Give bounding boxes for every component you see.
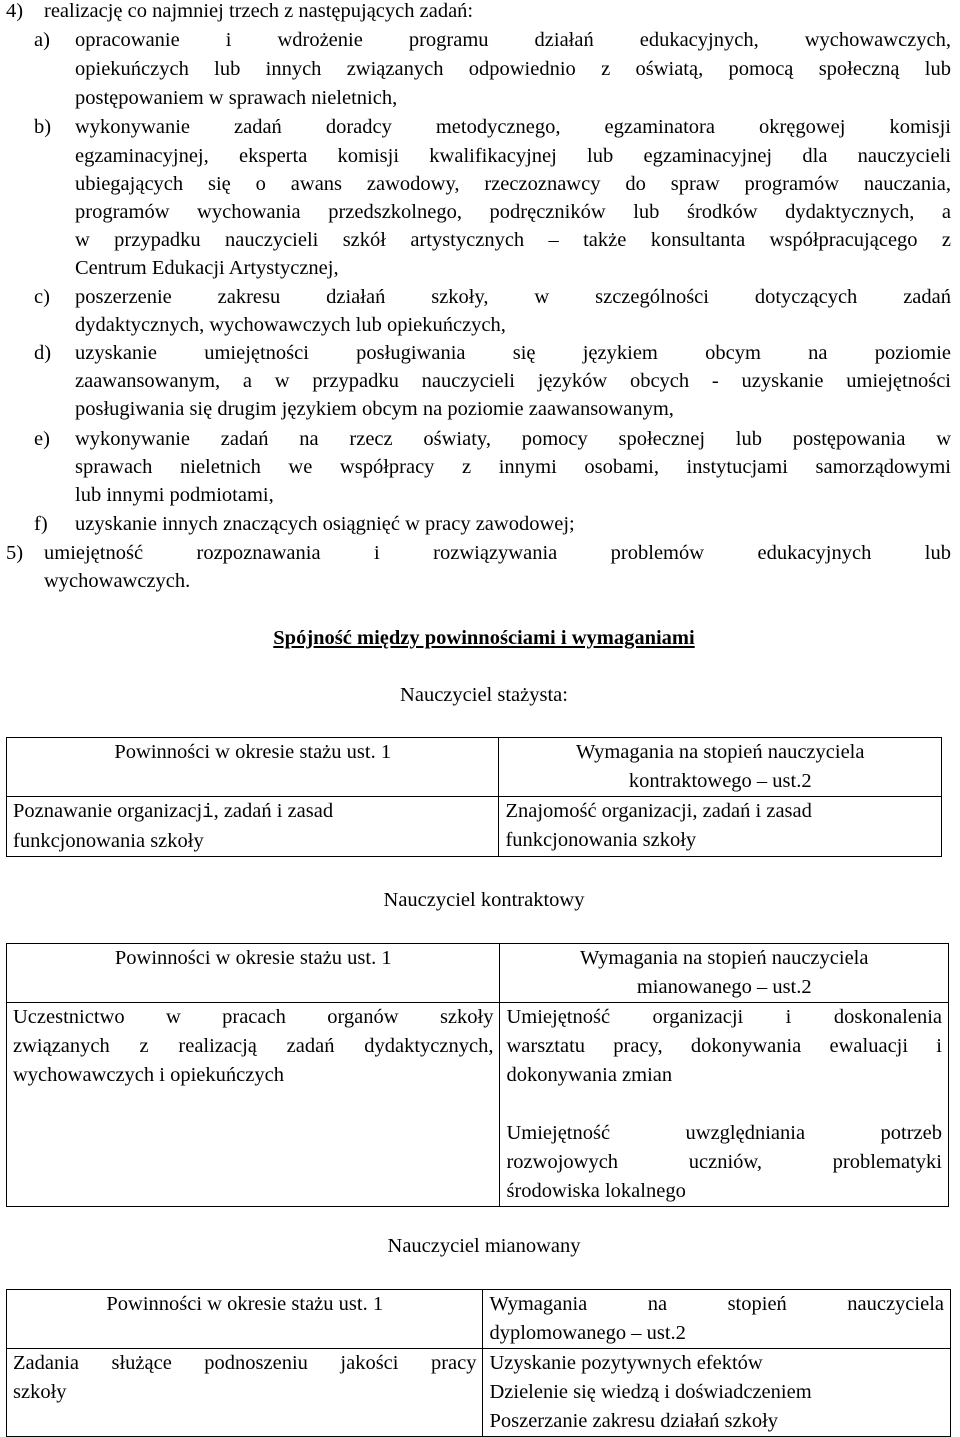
list-item-b-line-3: ubiegających się o awans zawodowy, rzeczoznawcy do spraw programów nauczania, (75, 173, 951, 195)
list-marker-5: 5) (6, 542, 24, 564)
list-item-4-text: realizację co najmniej trzech z następujących zadań: (44, 0, 474, 22)
table-cell-requirements: Znajomość organizacji, zadań i zasad funkcjonowania szkoły (499, 797, 942, 857)
table-header-duties: Powinności w okresie stażu ust. 1 (7, 1290, 483, 1349)
list-item-a-line-2: opiekuńczych lub innych związanych odpowiednio z oświatą, pomocą społeczną lub (75, 58, 951, 80)
table-header-requirements: Wymagania na stopień nauczyciela dyplomowanego – ust.2 (483, 1290, 951, 1349)
section-title-kontraktowy: Nauczyciel kontraktowy (383, 889, 585, 911)
list-marker-4: 4) (6, 0, 24, 22)
list-item-f-line-1: uzyskanie innych znaczących osiągnięć w pracy zawodowej; (75, 513, 575, 535)
section-heading: Spójność między powinnościami i wymaganiami (273, 627, 695, 649)
table-header-requirements: Wymagania na stopień nauczyciela mianowanego – ust.2 (500, 944, 949, 1003)
list-item-5-line-1: umiejętność rozpoznawania i rozwiązywania problemów edukacyjnych lub (44, 542, 951, 564)
list-marker-c: c) (34, 286, 50, 308)
section-title-mianowany: Nauczyciel mianowany (387, 1235, 581, 1257)
list-marker-e: e) (34, 428, 50, 450)
table-cell-duties: Zadania służące podnoszeniu jakości pracy szkoły (7, 1349, 483, 1437)
table-row (7, 944, 949, 1003)
table-header-duties: Powinności w okresie stażu ust. 1 (7, 738, 499, 797)
table-row (7, 1003, 949, 1207)
list-item-d-line-1: uzyskanie umiejętności posługiwania się językiem obcym na poziomie (75, 342, 951, 364)
list-item-d-line-2: zaawansowanym, a w przypadku nauczycieli języków obcych - uzyskanie umiejętności (75, 370, 951, 392)
table-row (7, 1290, 951, 1349)
list-item-e-line-1: wykonywanie zadań na rzecz oświaty, pomocy społecznej lub postępowania w (75, 428, 951, 450)
list-item-e-line-3: lub innymi podmiotami, (75, 484, 274, 506)
list-item-b-line-5: w przypadku nauczycieli szkół artystycznych – także konsultanta współpracującego z (75, 229, 951, 251)
table-header-duties: Powinności w okresie stażu ust. 1 (7, 944, 500, 1003)
list-item-c-line-2: dydaktycznych, wychowawczych lub opiekuńczych, (75, 314, 506, 336)
list-item-a-line-3: postępowaniem w sprawach nieletnich, (75, 87, 398, 109)
list-item-b-line-6: Centrum Edukacji Artystycznej, (75, 257, 339, 279)
list-item-5-line-2: wychowawczych. (44, 570, 191, 592)
table-row (7, 1349, 951, 1437)
requirements-table-kontraktowy (6, 943, 949, 1207)
table-header-requirements: Wymagania na stopień nauczyciela kontraktowego – ust.2 (499, 738, 942, 797)
list-item-d-line-3: posługiwania się drugim językiem obcym na poziomie zaawansowanym, (75, 398, 674, 420)
list-item-e-line-2: sprawach nieletnich we współpracy z innymi osobami, instytucjami samorządowymi (75, 456, 951, 478)
table-cell-duties: Poznawanie organizacji, zadań i zasad funkcjonowania szkoły (7, 797, 499, 857)
list-marker-d: d) (34, 342, 52, 364)
list-item-a-line-1: opracowanie i wdrożenie programu działań edukacyjnych, wychowawczych, (75, 29, 951, 51)
section-title-stazysta: Nauczyciel stażysta: (400, 684, 568, 706)
list-item-b-line-2: egzaminacyjnej, eksperta komisji kwalifikacyjnej lub egzaminacyjnej dla nauczycieli (75, 145, 951, 167)
table-cell-duties: Uczestnictwo w pracach organów szkoły związanych z realizacją zadań dydaktycznych, wychowawczych i opiekuńczych (7, 1003, 500, 1207)
requirements-table-mianowany (6, 1289, 951, 1437)
list-marker-b: b) (34, 116, 52, 138)
table-cell-requirements: Umiejętność organizacji i doskonalenia warsztatu pracy, dokonywania ewaluacji i dokonywania zmian Umiejętność uwzględniania potrzeb rozwojowych uczniów, problematyki środowiska lokalnego (500, 1003, 949, 1207)
table-row (7, 797, 942, 857)
table-cell-requirements: Uzyskanie pozytywnych efektów Dzielenie się wiedzą i doświadczeniem Poszerzanie zakresu działań szkoły (483, 1349, 951, 1437)
list-item-c-line-1: poszerzenie zakresu działań szkoły, w szczególności dotyczących zadań (75, 286, 951, 308)
requirements-table-stazysta (6, 737, 942, 857)
table-row (7, 738, 942, 797)
list-marker-f: f) (34, 513, 48, 535)
list-item-b-line-4: programów wychowania przedszkolnego, podręczników lub środków dydaktycznych, a (75, 201, 951, 223)
list-marker-a: a) (34, 29, 50, 51)
list-item-b-line-1: wykonywanie zadań doradcy metodycznego, egzaminatora okręgowej komisji (75, 116, 951, 138)
cell-line: Poznawanie organizacji, zadań i zasad (13, 800, 334, 823)
